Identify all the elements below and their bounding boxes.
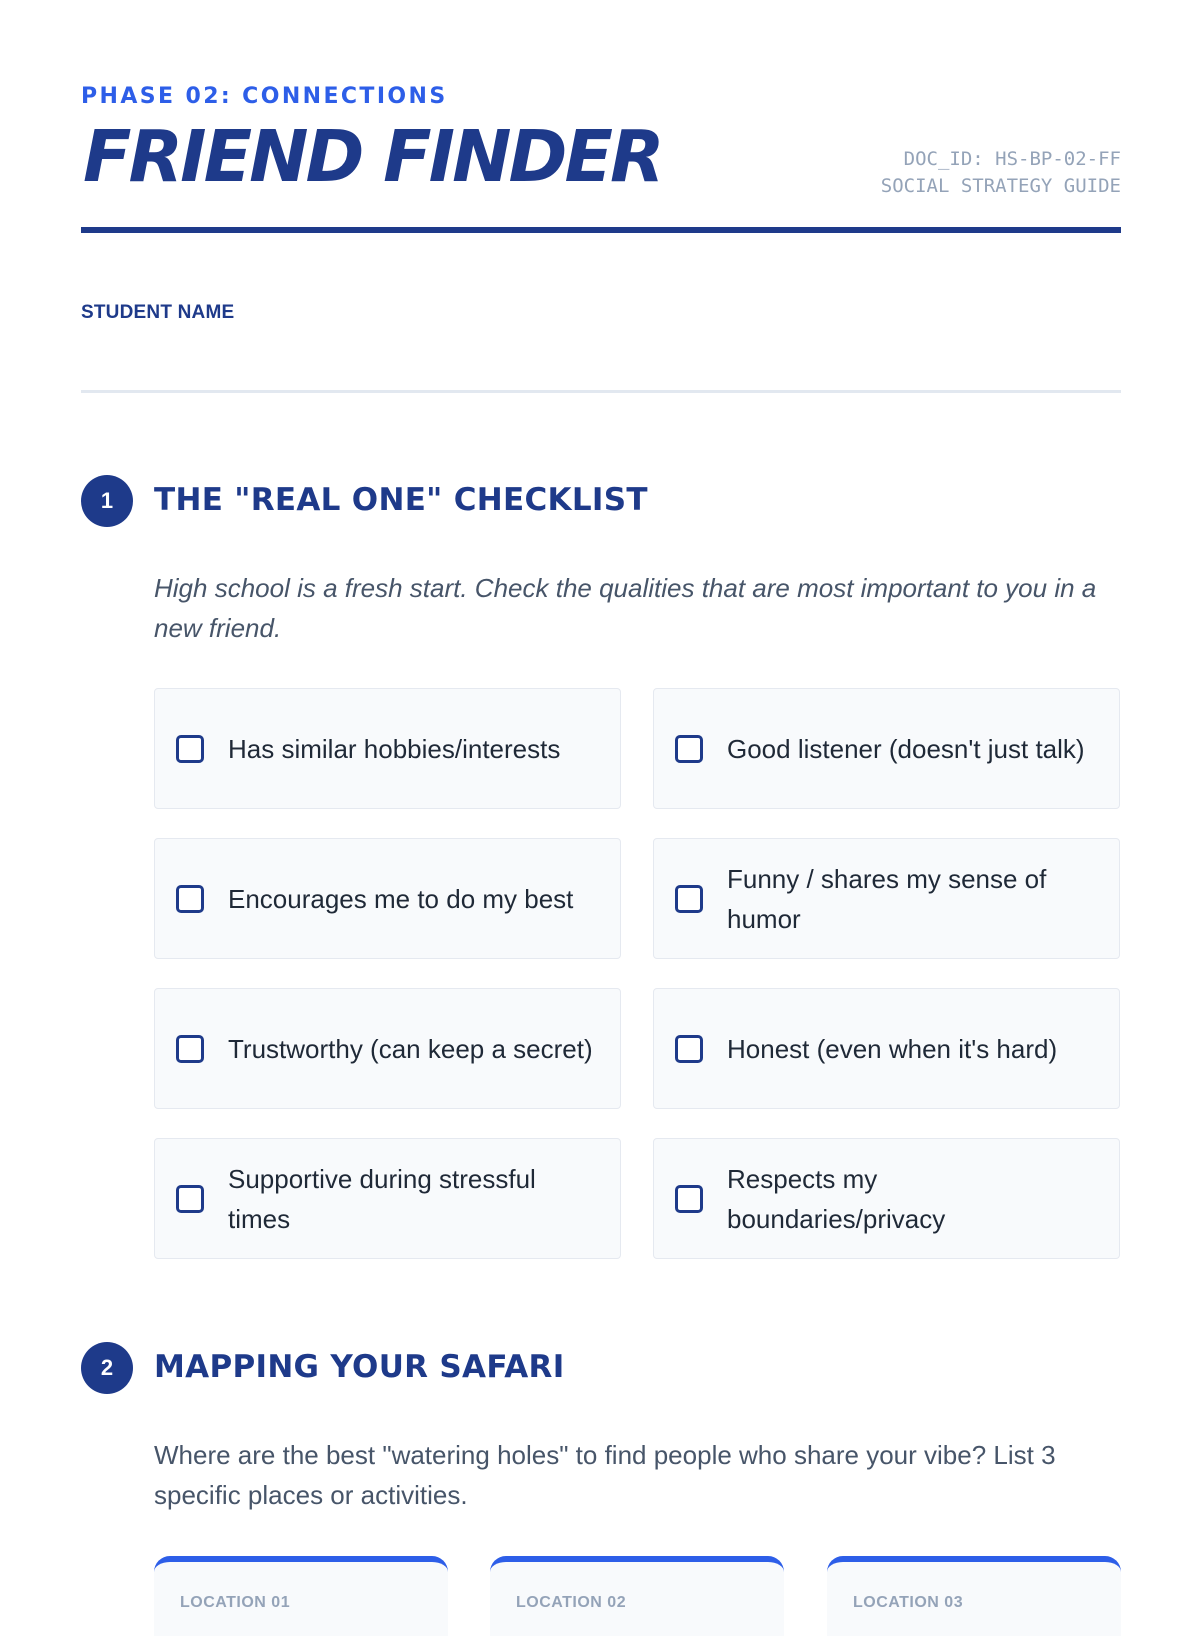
doc-subtitle: SOCIAL STRATEGY GUIDE (880, 175, 1121, 197)
location-label: LOCATION 01 (180, 1594, 291, 1611)
student-name-field[interactable] (81, 390, 1121, 393)
location-card[interactable] (154, 1556, 448, 1636)
checklist-item-label: Has similar hobbies/interests (228, 733, 561, 764)
section-2-title: MAPPING YOUR SAFARI (154, 1349, 565, 1385)
section-2-number: 2 (81, 1342, 133, 1394)
checklist-item-label: Supportive during stressful times (228, 1163, 536, 1234)
location-card[interactable] (490, 1556, 784, 1636)
checkbox[interactable] (675, 735, 703, 763)
checklist-item-label: Encourages me to do my best (228, 883, 574, 914)
checklist-item[interactable] (154, 1138, 621, 1259)
checklist-item[interactable] (653, 988, 1120, 1109)
doc-id: DOC_ID: HS-BP-02-FF (903, 148, 1121, 170)
checklist-item[interactable] (653, 838, 1120, 959)
section-2-intro: Where are the best "watering holes" to find people who share your vibe? List 3 specific places or activities. (154, 1440, 1056, 1510)
checklist-item[interactable] (154, 688, 621, 809)
section-1-intro: High school is a fresh start. Check the qualities that are most important to you in a new friend. (154, 573, 1097, 643)
checklist-item-label: Good listener (doesn't just talk) (727, 733, 1085, 764)
checklist-item-label: Honest (even when it's hard) (727, 1033, 1058, 1064)
checkbox[interactable] (176, 735, 204, 763)
header-divider (81, 227, 1121, 233)
checklist-item[interactable] (653, 688, 1120, 809)
phase-label: PHASE 02: CONNECTIONS (81, 84, 448, 109)
checkbox[interactable] (176, 885, 204, 913)
checkbox[interactable] (675, 885, 703, 913)
checkbox[interactable] (176, 1035, 204, 1063)
section-1-title: THE "REAL ONE" CHECKLIST (154, 482, 648, 518)
checklist-item[interactable] (154, 838, 621, 959)
checklist-item[interactable] (154, 988, 621, 1109)
checkbox[interactable] (675, 1185, 703, 1213)
checkbox[interactable] (675, 1035, 703, 1063)
checklist-item-label: Funny / shares my sense of humor (727, 863, 1047, 934)
location-label: LOCATION 02 (516, 1594, 627, 1611)
document-meta (881, 146, 1121, 200)
location-label: LOCATION 03 (853, 1594, 964, 1611)
page-title: FRIEND FINDER (83, 115, 662, 198)
location-card[interactable] (827, 1556, 1121, 1636)
checklist-item[interactable] (653, 1138, 1120, 1259)
checkbox[interactable] (176, 1185, 204, 1213)
checklist-item-label: Trustworthy (can keep a secret) (228, 1033, 593, 1064)
section-1-number: 1 (81, 475, 133, 527)
student-name-label: STUDENT NAME (81, 302, 235, 323)
checklist-item-label: Respects my boundaries/privacy (727, 1163, 946, 1234)
